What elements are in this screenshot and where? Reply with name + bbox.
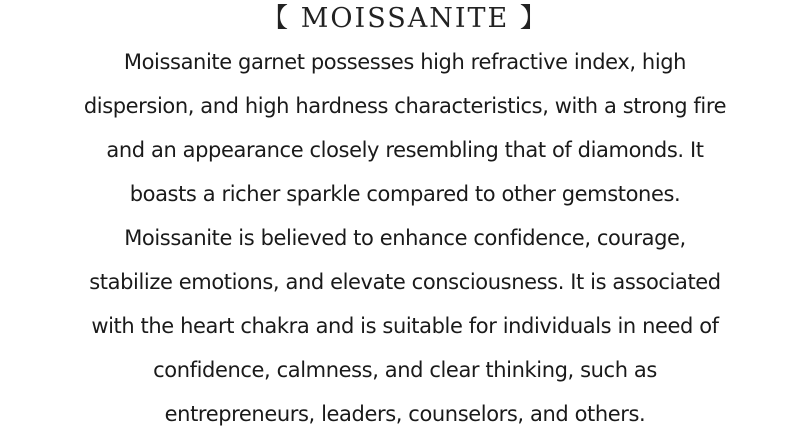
description-line: and an appearance closely resembling that of diamonds. It bbox=[106, 138, 704, 162]
description-line: confidence, calmness, and clear thinking, such as bbox=[153, 358, 657, 382]
description-line: Moissanite garnet possesses high refractive index, high bbox=[123, 50, 687, 74]
description-line: Moissanite is believed to enhance confidence, courage, bbox=[124, 226, 686, 250]
description-paragraph bbox=[40, 40, 770, 436]
description-line: dispersion, and high hardness characteristics, with a strong fire bbox=[83, 94, 727, 118]
description-line: boasts a richer sparkle compared to other gemstones. bbox=[129, 182, 681, 206]
description-line: with the heart chakra and is suitable for individuals in need of bbox=[91, 314, 719, 338]
section-title: 【 MOISSANITE 】 bbox=[261, 3, 549, 34]
description-line: stabilize emotions, and elevate consciousness. It is associated bbox=[89, 270, 721, 294]
description-line: entrepreneurs, leaders, counselors, and others. bbox=[164, 402, 646, 426]
